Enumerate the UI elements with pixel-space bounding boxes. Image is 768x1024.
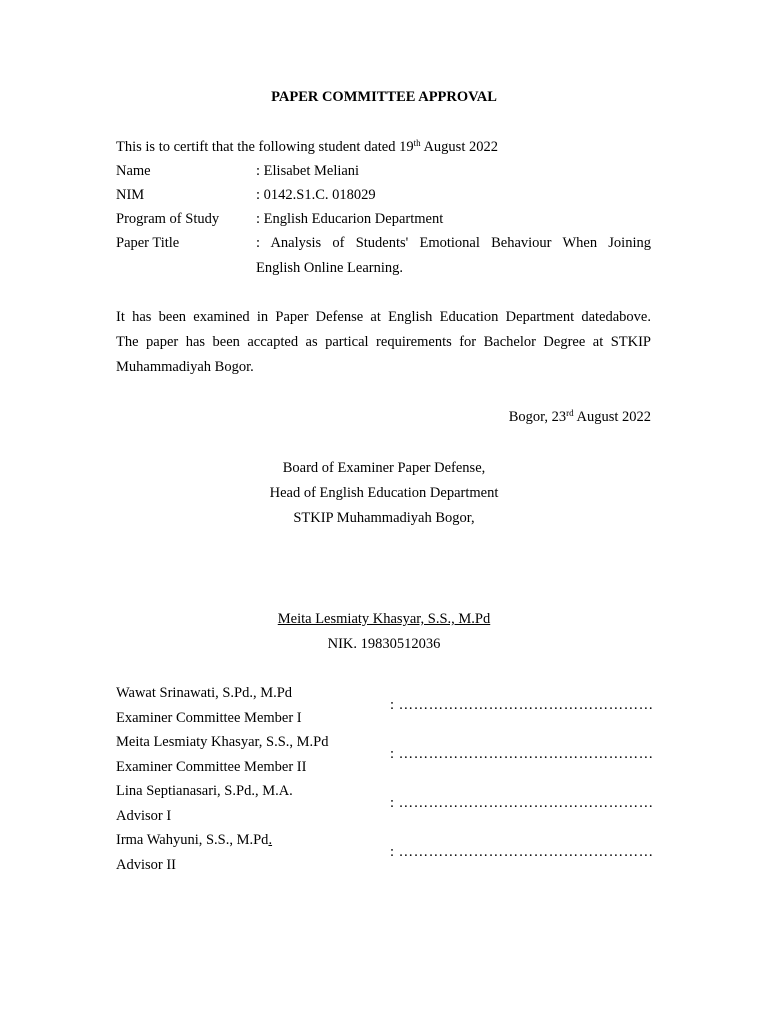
examiner-1-role: Examiner Committee Member I: [116, 710, 302, 726]
signing-ordinal: rd: [566, 408, 574, 418]
examiner-2-name: Meita Lesmiaty Khasyar, S.S., M.Pd: [116, 734, 329, 750]
examiner-2-role: Examiner Committee Member II: [116, 759, 307, 775]
signing-place-day: Bogor, 23: [508, 409, 567, 425]
examiner-1-signature-line: : ……………………………………………: [390, 697, 654, 713]
advisor-2-name-line: [116, 833, 272, 848]
field-label-paper-title: Paper Title: [116, 235, 180, 251]
field-value-program: : English Educarion Department: [256, 211, 444, 227]
advisor-1-name: Lina Septianasari, S.Pd., M.A.: [116, 783, 293, 799]
advisor-1-role: Advisor I: [116, 808, 172, 824]
paper-title-line1-text: : Analysis of Students' Emotional Behaviour When Joining: [256, 235, 651, 251]
head-signatory-name: Meita Lesmiaty Khasyar, S.S., M.Pd: [277, 611, 491, 627]
board-line1: Board of Examiner Paper Defense,: [282, 460, 486, 476]
paragraph-line3: Muhammadiyah Bogor.: [116, 359, 254, 375]
signing-date: [509, 410, 651, 425]
field-label-nim: NIM: [116, 187, 145, 203]
advisor-2-role: Advisor II: [116, 857, 177, 873]
head-signatory: [0, 612, 768, 627]
field-value-name: : Elisabet Meliani: [256, 163, 360, 179]
advisor-2-name-suffix: .: [268, 832, 273, 848]
field-label-program: Program of Study: [116, 211, 220, 227]
board-line2: Head of English Education Department: [269, 485, 499, 501]
intro-sentence: [116, 140, 498, 155]
advisor-2-signature-line: : ……………………………………………: [390, 844, 654, 860]
head-signatory-nik: NIK. 19830512036: [327, 636, 441, 652]
intro-text: This is to certift that the following student dated 19: [116, 139, 414, 155]
advisor-1-signature-line: : ……………………………………………: [390, 795, 654, 811]
field-value-paper-title-line2: English Online Learning.: [256, 260, 403, 276]
intro-ordinal: th: [413, 138, 421, 148]
field-value-nim: : 0142.S1.C. 018029: [256, 187, 376, 203]
field-value-paper-title-line1: [256, 236, 651, 251]
intro-month-year: August 2022: [420, 139, 498, 155]
board-line3: STKIP Muhammadiyah Bogor,: [293, 510, 475, 526]
document-title: PAPER COMMITTEE APPROVAL: [271, 89, 497, 105]
signing-month-year: August 2022: [573, 409, 651, 425]
paragraph-line1: It has been examined in Paper Defense at English Education Department datedabove.: [116, 309, 651, 325]
advisor-2-name: Irma Wahyuni, S.S., M.Pd: [116, 832, 269, 848]
examiner-2-signature-line: : ……………………………………………: [390, 746, 654, 762]
paragraph-line2: The paper has been accapted as partical requirements for Bachelor Degree at STKIP: [116, 334, 651, 350]
examiner-1-name: Wawat Srinawati, S.Pd., M.Pd: [116, 685, 293, 701]
field-label-name: Name: [116, 163, 151, 179]
